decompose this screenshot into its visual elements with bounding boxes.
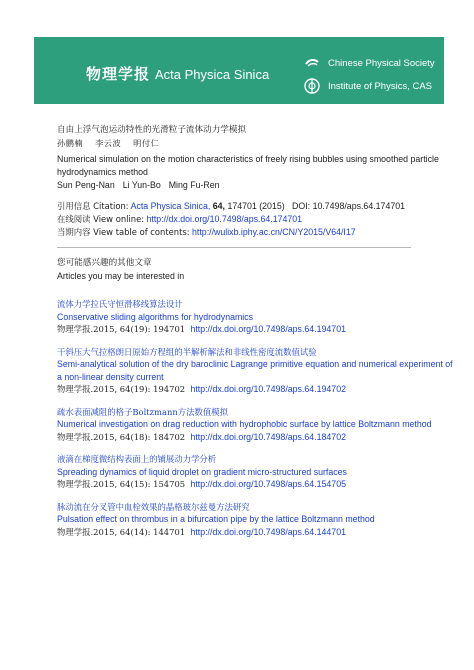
related-citation: [57, 383, 457, 396]
view-online-line: [57, 213, 457, 226]
journal-banner: [34, 37, 444, 104]
article-title-cn: 自由上浮气泡运动特性的光滑粒子流体动力学模拟: [57, 125, 247, 135]
org1-label: Chinese Physical Society: [328, 57, 435, 69]
related-cite-text: 物理学报.2015, 64(19): 194701: [57, 324, 186, 334]
author-en: Li Yun-Bo: [122, 180, 161, 190]
section-divider: [57, 247, 411, 248]
org-institute-of-physics: [304, 78, 432, 94]
author-cn: 明付仁: [133, 138, 160, 148]
related-cite-text: 物理学报.2015, 64(14): 144701: [57, 526, 186, 537]
toc-label: 当期内容 View table of contents:: [57, 227, 190, 237]
citation-journal-link[interactable]: Acta Physica Sinica,: [130, 201, 211, 211]
citation-volume: 64,: [212, 201, 225, 211]
related-header-cn: 您可能感兴趣的其他文章: [57, 258, 152, 268]
article-title-en: Numerical simulation on the motion characteristics of freely rising bubbles using smoothed particle hydrodynamics method: [57, 154, 439, 177]
related-citation: [57, 431, 457, 444]
author-en: Sun Peng-Nan: [57, 180, 115, 190]
view-online-label: 在线阅读 View online:: [57, 214, 145, 224]
journal-name-en: Acta Physica Sinica: [155, 67, 270, 82]
related-cite-text: 物理学报.2015, 64(18): 184702: [57, 431, 186, 442]
related-article: [57, 406, 457, 444]
iop-logo-icon: [304, 78, 320, 94]
related-cite-text: 物理学报.2015, 64(19): 194702: [57, 384, 186, 394]
author-cn: 孙鹏楠: [57, 138, 84, 148]
related-article: [57, 453, 457, 491]
author-cn: 李云波: [95, 138, 122, 148]
authors-cn: [57, 137, 457, 150]
journal-logo: [86, 63, 269, 84]
related-title-cn-link[interactable]: 液滴在梯度微结构表面上的铺展动力学分析: [57, 454, 217, 464]
related-doi-link[interactable]: http://dx.doi.org/10.7498/aps.64.154705: [190, 479, 346, 489]
related-title-en-link[interactable]: Numerical investigation on drag reduction with hydrophobic surface by lattice Boltzmann method: [57, 419, 432, 429]
journal-name-cn: 物理学报: [86, 65, 151, 83]
view-online-link[interactable]: http://dx.doi.org/10.7498/aps.64.174701: [146, 214, 303, 224]
related-article: [57, 298, 457, 336]
related-article: [57, 501, 457, 539]
toc-line: [57, 226, 457, 239]
related-doi-link[interactable]: http://dx.doi.org/10.7498/aps.64.194702: [190, 384, 346, 394]
related-title-en-link[interactable]: Semi-analytical solution of the dry baroclinic Lagrange primitive equation and numerical experiment of a non-linear density current: [57, 359, 453, 382]
related-articles: [57, 257, 457, 538]
doi-value: 10.7498/aps.64.174701: [312, 201, 406, 211]
article-info: [57, 124, 457, 239]
org2-label: Institute of Physics, CAS: [328, 80, 433, 92]
related-title-en-link[interactable]: Spreading dynamics of liquid droplet on gradient micro-structured surfaces: [57, 466, 347, 477]
related-cite-text: 物理学报.2015, 64(15): 154705: [57, 479, 186, 489]
related-title-en-link[interactable]: Pulsation effect on thrombus in a bifurcation pipe by the lattice Boltzmann method: [57, 514, 375, 524]
toc-link[interactable]: http://wulixb.iphy.ac.cn/CN/Y2015/V64/I17: [192, 227, 356, 237]
doi-label: DOI:: [292, 201, 311, 211]
related-article: [57, 346, 457, 396]
related-title-cn-link[interactable]: 干斜压大气拉格朗日原始方程组的半解析解法和非线性密度流数值试验: [57, 346, 317, 357]
related-citation: [57, 323, 457, 336]
related-doi-link[interactable]: http://dx.doi.org/10.7498/aps.64.144701: [190, 526, 346, 537]
org-chinese-physical-society: [304, 55, 435, 71]
related-doi-link[interactable]: http://dx.doi.org/10.7498/aps.64.184702: [190, 431, 346, 442]
related-citation: [57, 478, 457, 491]
citation-label: 引用信息 Citation:: [57, 201, 129, 211]
related-title-cn-link[interactable]: 疏水表面减阻的格子Boltzmann方法数值模拟: [57, 406, 228, 417]
related-title-cn-link[interactable]: 流体力学拉氏守恒滑移线算法设计: [57, 299, 183, 309]
related-header-en: Articles you may be interested in: [57, 270, 185, 281]
cps-logo-icon: [304, 55, 320, 71]
related-title-en-link[interactable]: Conservative sliding algorithms for hydrodynamics: [57, 311, 254, 322]
related-title-cn-link[interactable]: 脉动流在分叉管中血栓效果的晶格玻尔兹曼方法研究: [57, 501, 250, 512]
citation-line: [57, 200, 457, 213]
related-doi-link[interactable]: http://dx.doi.org/10.7498/aps.64.194701: [190, 324, 346, 334]
article-links: [57, 200, 457, 239]
author-en: Ming Fu-Ren: [168, 180, 220, 190]
authors-en: [57, 179, 457, 192]
citation-rest: 174701 (2015): [227, 201, 285, 211]
related-citation: [57, 526, 457, 539]
